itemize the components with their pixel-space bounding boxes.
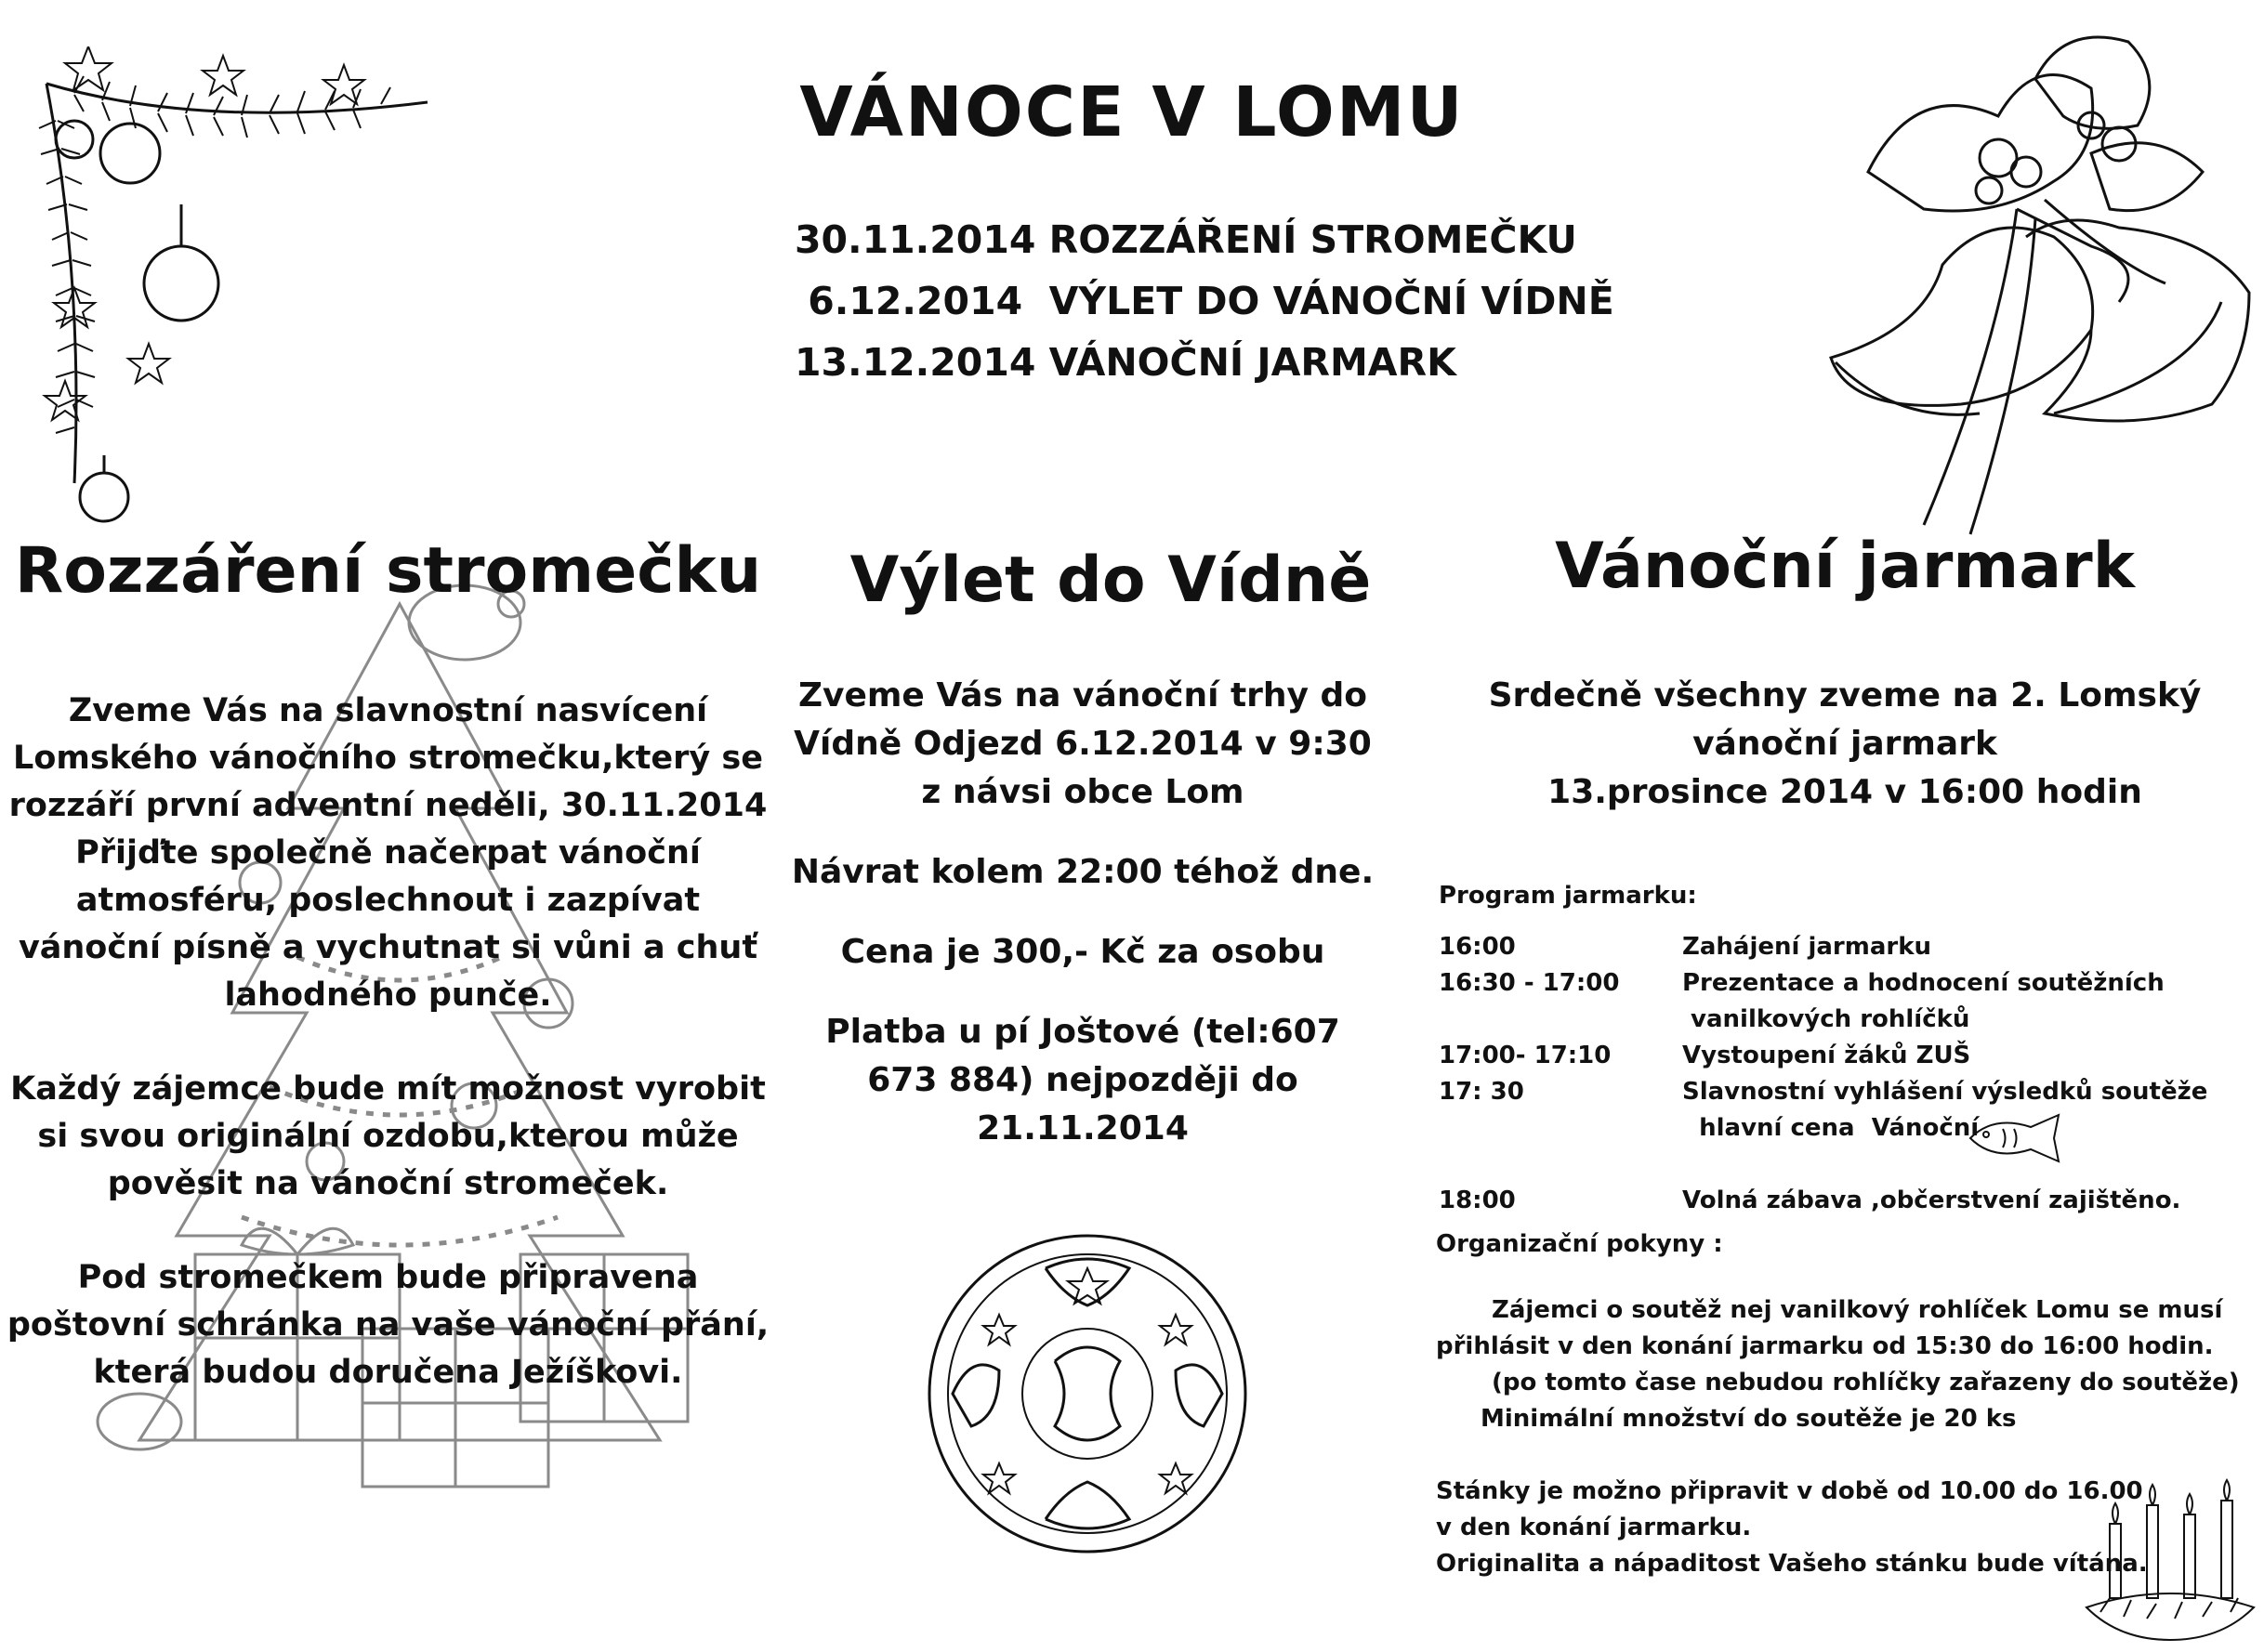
column-1-body <box>0 688 776 1443</box>
program-row <box>1439 1110 2257 1147</box>
program-row <box>1439 929 2257 965</box>
program-row <box>1439 1002 2257 1038</box>
paragraph: Návrat kolem 22:00 téhož dne. <box>791 853 1375 891</box>
program-row <box>1439 1147 2257 1183</box>
column-1-heading: Rozzáření stromečku <box>14 534 762 608</box>
program-time: 16:00 <box>1439 933 1516 961</box>
paragraph: Platba u pí Joštové (tel:607 673 884) nejpozději do 21.11.2014 <box>825 1013 1340 1147</box>
program-desc <box>1682 1147 2257 1183</box>
event-list <box>795 209 1614 393</box>
organization-notes <box>1436 1226 2254 1582</box>
program-row <box>1439 965 2257 1002</box>
org-line <box>1436 1437 2254 1474</box>
org-line: přihlásit v den konání jarmarku od 15:30 do 16:00 hodin. <box>1436 1332 2214 1360</box>
event-item: 13.12.2014 VÁNOČNÍ JARMARK <box>795 340 1456 385</box>
paragraph: Zveme Vás na vánoční trhy do Vídně Odjezd 6.12.2014 v 9:30 z návsi obce Lom <box>794 676 1372 811</box>
org-line: Minimální množství do soutěže je 20 ks <box>1481 1405 2017 1433</box>
program-row <box>1439 1183 2257 1219</box>
program-time <box>1439 1002 1682 1038</box>
column-2-heading: Výlet do Vídně <box>849 544 1372 617</box>
org-line: Stánky je možno připravit v době od 10.00 do 16.00 <box>1436 1477 2143 1505</box>
column-3-heading: Vánoční jarmark <box>1555 530 2135 603</box>
event-item: 6.12.2014 VÝLET DO VÁNOČNÍ VÍDNĚ <box>795 279 1614 323</box>
program-label: Program jarmarku: <box>1439 882 1697 910</box>
round-wreath-ornament <box>925 1231 1250 1556</box>
program-time: 17: 30 <box>1439 1078 1524 1106</box>
event-item: 30.11.2014 ROZZÁŘENÍ STROMEČKU <box>795 217 1577 262</box>
program-desc: hlavní cena Vánoční <box>1682 1114 1980 1142</box>
paragraph: Přijďte společně načerpat vánoční atmosféru, poslechnout i zazpívat vánoční písně a vychutnat si vůni a chuť lahodného punče. <box>18 834 758 1014</box>
column-2-body <box>785 672 1380 1185</box>
org-label: Organizační pokyny : <box>1436 1230 1723 1258</box>
column-3-intro <box>1450 672 2240 817</box>
program-time: 17:00- 17:10 <box>1439 1042 1612 1069</box>
program-time <box>1439 1147 1682 1183</box>
program-row <box>1439 1038 2257 1074</box>
program-time: 18:00 <box>1439 1187 1516 1214</box>
program-time <box>1439 1110 1682 1147</box>
program-list <box>1439 878 2257 1219</box>
org-line: Zájemci o soutěž nej vanilkový rohlíček Lomu se musí <box>1492 1296 2223 1324</box>
org-line: v den konání jarmarku. <box>1436 1514 1752 1541</box>
paragraph: Zveme Vás na slavnostní nasvícení Lomského vánočního stromečku,který se rozzáří první adventní neděli, 30.11.2014 <box>8 692 768 824</box>
program-row <box>1439 1074 2257 1110</box>
program-desc: Volná zábava ,občerstvení zajištěno. <box>1682 1187 2181 1214</box>
program-desc: Prezentace a hodnocení soutěžních <box>1682 969 2165 997</box>
page-title: VÁNOCE V LOMU <box>799 72 1465 152</box>
program-desc: vanilkových rohlíčků <box>1682 1005 1970 1033</box>
paragraph: Cena je 300,- Kč za osobu <box>840 933 1325 971</box>
intro-line: Srdečně všechny zveme na 2. Lomský <box>1488 676 2202 715</box>
org-line: Originalita a nápaditost Vašeho stánku bude vítána. <box>1436 1550 2148 1578</box>
org-line: (po tomto čase nebudou rohlíčky zařazeny do soutěže) <box>1492 1369 2240 1396</box>
program-time: 16:30 - 17:00 <box>1439 969 1620 997</box>
paragraph: Každý zájemce bude mít možnost vyrobit si svou originální ozdobu,kterou může pověsit na vánoční stromeček. <box>10 1070 766 1202</box>
program-desc: Vystoupení žáků ZUŠ <box>1682 1042 1971 1069</box>
program-desc: Slavnostní vyhlášení výsledků soutěže <box>1682 1078 2208 1106</box>
program-desc: Zahájení jarmarku <box>1682 933 1932 961</box>
intro-line: vánoční jarmark <box>1692 725 1997 763</box>
paragraph: Pod stromečkem bude připravena poštovní schránka na vaše vánoční přání, která budou doručena Ježíškovi. <box>7 1259 770 1391</box>
intro-line: 13.prosince 2014 v 16:00 hodin <box>1547 773 2142 811</box>
